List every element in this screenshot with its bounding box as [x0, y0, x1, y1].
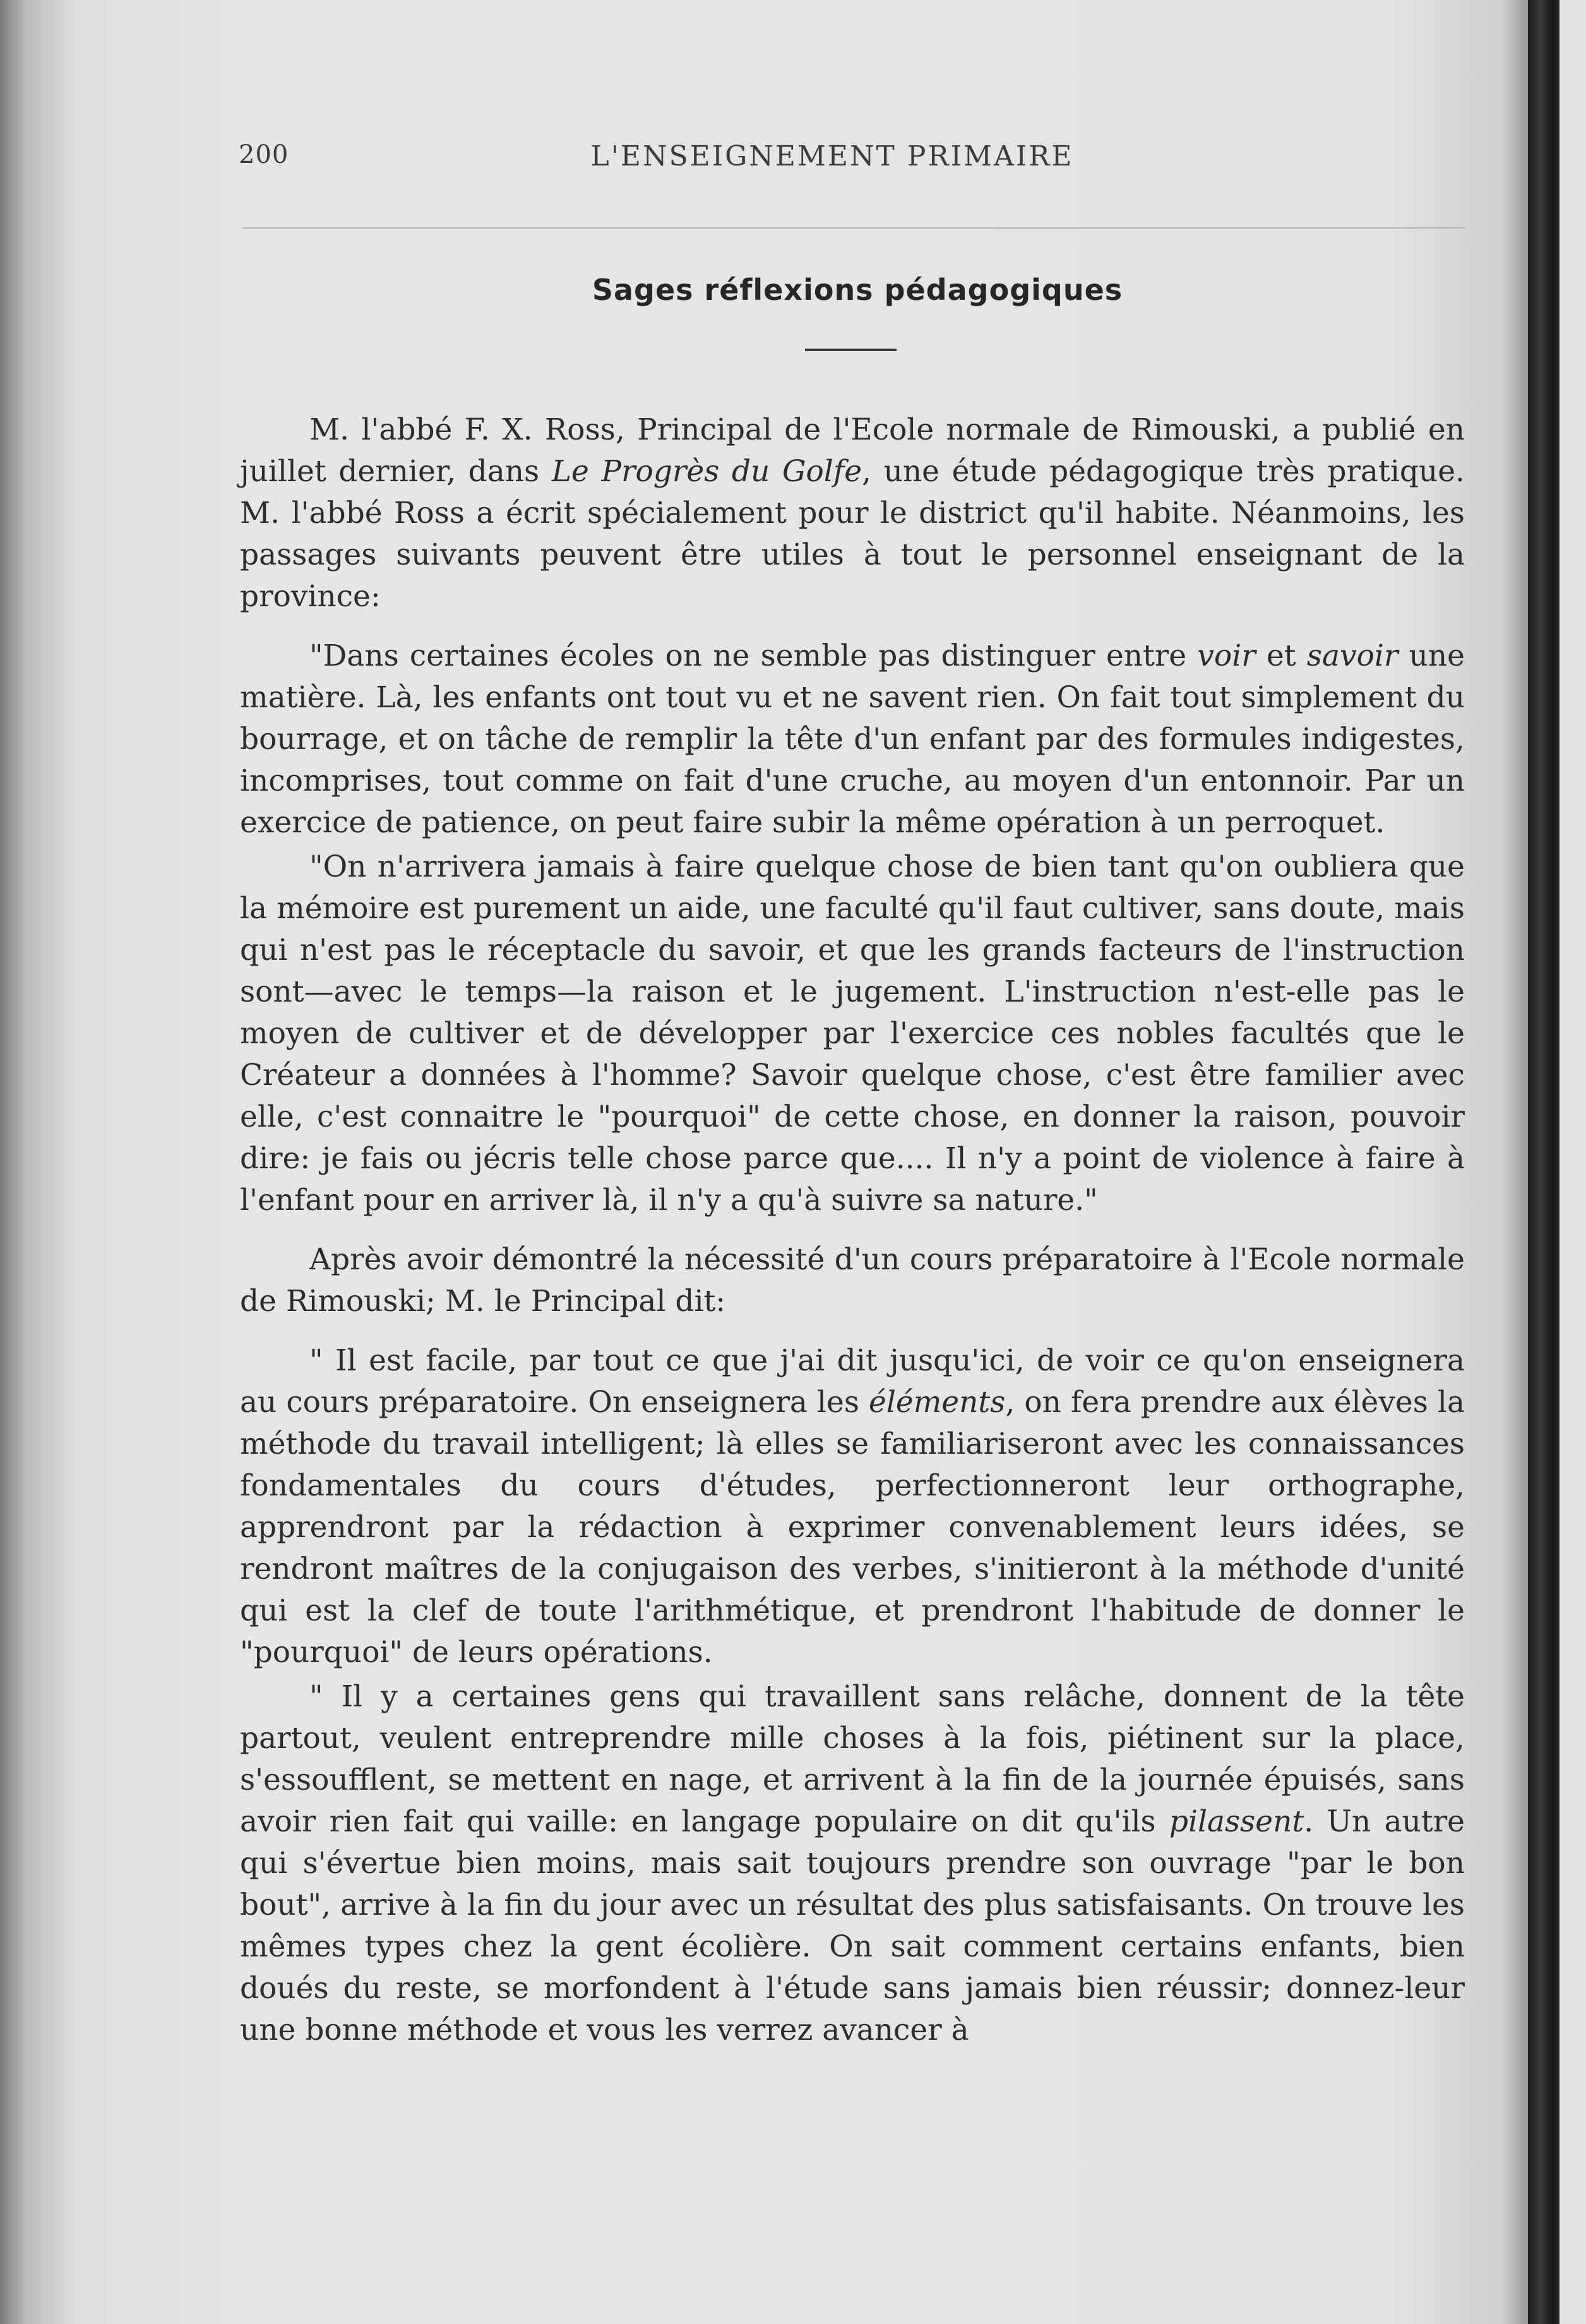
paragraph-text: Après avoir démontré la nécessité d'un cours préparatoire à l'Ecole normale de Rimouski; M. le Principal dit:: [240, 1242, 1465, 1319]
italic-text: savoir: [1306, 638, 1398, 673]
title-divider: [805, 349, 897, 351]
paragraph: [240, 409, 1465, 618]
running-title: L'ENSEIGNEMENT PRIMAIRE: [590, 140, 1074, 172]
paragraph-text: "Dans certaines écoles on ne semble pas distinguer entre: [309, 638, 1198, 673]
paragraph-text: M. l'abbé F. X. Ross, Principal de l'Ecole normale de Rimouski, a publié en juillet dernier, dans: [240, 412, 1465, 489]
italic-text: voir: [1197, 638, 1256, 673]
article-body: [240, 409, 1465, 2051]
paragraph: [240, 1676, 1465, 2051]
paragraph-text: une matière. Là, les enfants ont tout vu et ne savent rien. On fait tout simplement du bourrage, et on tâche de remplir la tête d'un enfant par des formules indigestes, incomprises, tout comme on fait d'une cruche, au moyen d'un entonnoir. Par un exercice de patience, on peut faire subir la même opération à un perroquet.: [240, 638, 1465, 840]
paragraph-text: " Il est facile, par tout ce que j'ai dit jusqu'ici, de voir ce qu'on enseignera au cours préparatoire. On enseignera les: [240, 1343, 1465, 1420]
paragraph-text: , on fera prendre aux élèves la méthode du travail intelligent; là elles se familiariseront avec les connaissances fondamentales du cours d'études, perfectionneront leur orthographe, apprendront par la rédaction à exprimer convenablement leurs idées, se rendront maîtres de la conjugaison des verbes, s'initieront à la méthode d'unité qui est la clef de toute l'arithmétique, et prendront l'habitude de donner le "pourquoi" de leurs opérations.: [240, 1385, 1465, 1670]
adjacent-page-edge: [1559, 0, 1586, 2324]
italic-text: Le Progrès du Golfe: [551, 454, 862, 489]
paragraph-text: et: [1255, 638, 1307, 673]
paragraph-text: "On n'arrivera jamais à faire quelque chose de bien tant qu'on oubliera que la mémoire est purement un aide, une faculté qu'il faut cultiver, sans doute, mais qui n'est pas le réceptacle du savoir, et que les grands facteurs de l'instruction sont—avec le temps—la raison et le jugement. L'instruction n'est-elle pas le moyen de cultiver et de développer par l'exercice ces nobles facultés que le Créateur a données à l'homme? Savoir quelque chose, c'est être familier avec elle, c'est connaitre le "pourquoi" de cette chose, en donner la raison, pouvoir dire: je fais ou jécris telle chose parce que.... Il n'y a point de violence à faire à l'enfant pour en arriver là, il n'y a qu'à suivre sa nature.": [240, 849, 1465, 1218]
paragraph: [240, 1239, 1465, 1322]
header-divider: [243, 227, 1465, 229]
italic-text: éléments: [869, 1385, 1006, 1420]
running-head: [239, 140, 1438, 178]
page-number: 200: [239, 140, 289, 169]
paragraph-text: , une étude pédagogique très pratique. M. l'abbé Ross a écrit spécialement pour le district qu'il habite. Néanmoins, les passages suivants peuvent être utiles à tout le personnel enseignant de la province:: [240, 454, 1465, 614]
paragraph-text: " Il y a certaines gens qui travaillent sans relâche, donnent de la tête partout, veulent entreprendre mille choses à la fois, piétinent sur la place, s'essoufflent, se mettent en nage, et arrivent à la fin de la journée épuisés, sans avoir rien fait qui vaille: en langage populaire on dit qu'ils: [240, 1679, 1465, 1839]
paragraph: [240, 846, 1465, 1221]
paragraph: [240, 635, 1465, 844]
paragraph: [240, 1340, 1465, 1674]
paragraph-text: . Un autre qui s'évertue bien moins, mais sait toujours prendre son ouvrage "par le bon bout", arrive à la fin du jour avec un résultat des plus satisfaisants. On trouve les mêmes types chez la gent écolière. On sait comment certains enfants, bien doués du reste, se morfondent à l'étude sans jamais bien réussir; donnez-leur une bonne méthode et vous les verrez avancer à: [240, 1804, 1465, 2047]
article-title: Sages réflexions pédagogiques: [592, 273, 1123, 307]
italic-text: pilassent: [1169, 1804, 1304, 1839]
